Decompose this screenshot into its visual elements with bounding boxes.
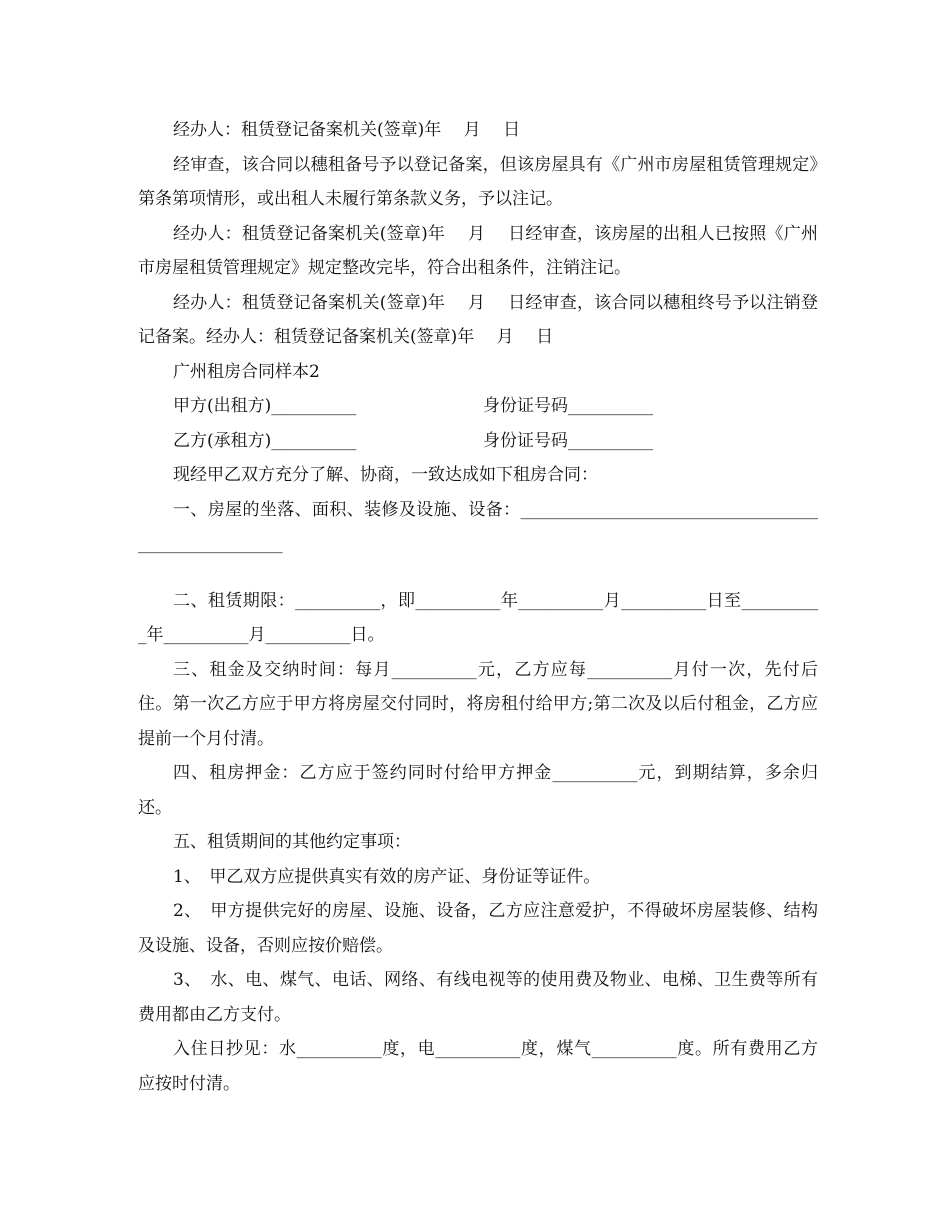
clause-5-item-1: 1、 甲乙双方应提供真实有效的房产证、身份证等证件。 (173, 866, 601, 887)
review-note-cancellation: 经办人：租赁登记备案机关(签章)年 月 日经审查，该合同以穗租终号予以注销登记备案。经办人：租赁登记备案机关(签章)年 月 日 (138, 292, 818, 347)
clause-3-rent: 三、租金及交纳时间：每月__________元，乙方应每__________月付一次，先付后住。第一次乙方应于甲方将房屋交付同时，将房租付给甲方;第二次及以后付租金，乙方应提前一个月付清。 (138, 659, 818, 749)
clause-5-item-2: 2、 甲方提供完好的房屋、设施、设备，乙方应注意爱护，不得破坏房屋装修、结构及设施、设备，否则应按价赔偿。 (138, 901, 818, 956)
clause-2-term: 二、租赁期限：__________，即__________年__________月__________日至__________年__________月__________日。 (138, 590, 818, 645)
clause-4-deposit: 四、租房押金：乙方应于签约同时付给甲方押金__________元，到期结算，多余归还。 (138, 763, 818, 818)
contract-preamble: 现经甲乙双方充分了解、协商，一致达成如下租房合同： (173, 465, 598, 485)
section-title-sample-2: 广州租房合同样本2 (173, 361, 320, 382)
clause-5-item-3: 3、 水、电、煤气、电话、网络、有线电视等的使用费及物业、电梯、卫生费等所有费用都由乙方支付。 (138, 970, 818, 1025)
party-b-field: 乙方(承租方)__________ (173, 430, 357, 451)
clause-5-heading: 五、租赁期间的其他约定事项： (173, 832, 411, 852)
party-b-id-field: 身份证号码__________ (483, 430, 653, 451)
party-a-field: 甲方(出租方)__________ (173, 396, 357, 416)
signature-line-1: 经办人：租赁登记备案机关(签章)年 月 日 (173, 120, 521, 140)
party-b-row (138, 424, 818, 459)
review-note-registration: 经审查，该合同以穗租备号予以登记备案，但该房屋具有《广州市房屋租赁管理规定》第条第项情形，或出租人未履行第条款义务，予以注记。 (138, 154, 818, 209)
clause-spacer (138, 562, 818, 584)
party-a-row (138, 389, 818, 424)
party-a-id-field: 身份证号码__________ (483, 396, 653, 416)
clause-1-location: 一、房屋的坐落、面积、装修及设施、设备：____________________________________________________ (138, 499, 818, 554)
meter-reading-note: 入住日抄见：水__________度，电__________度，煤气__________度。所有费用乙方应按时付清。 (138, 1039, 818, 1094)
review-note-rectification: 经办人：租赁登记备案机关(签章)年 月 日经审查，该房屋的出租人已按照《广州市房屋租赁管理规定》规定整改完毕，符合出租条件，注销注记。 (138, 223, 818, 278)
